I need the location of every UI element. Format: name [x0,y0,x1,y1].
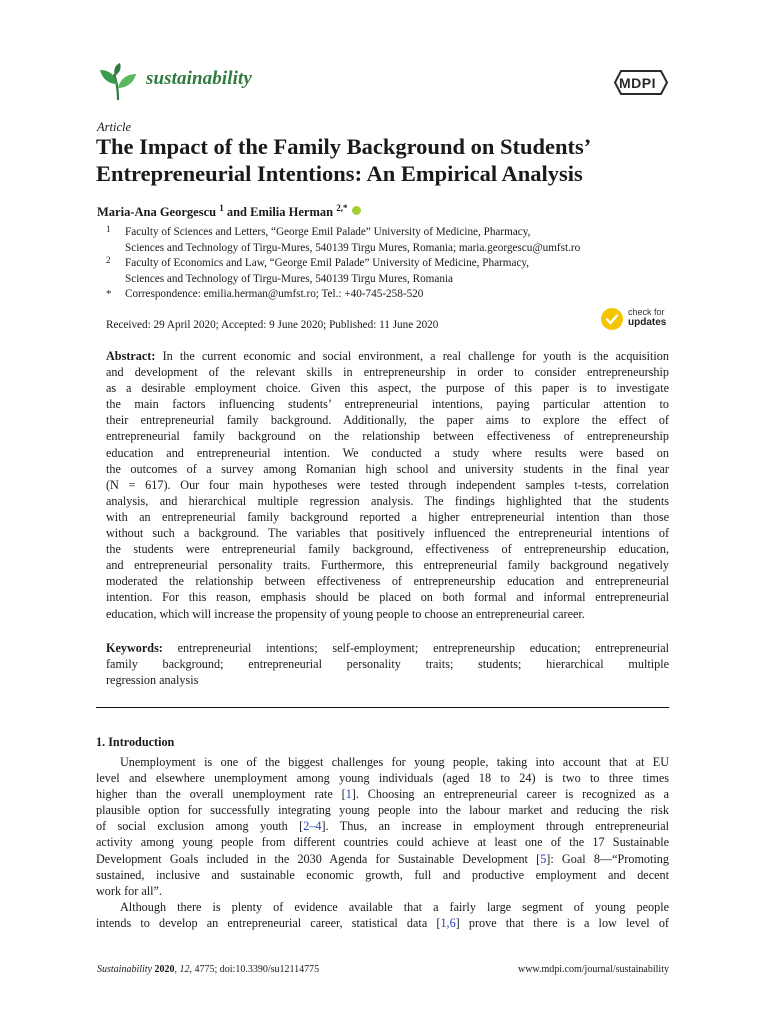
paragraph-text: plausible option for successfully integrating young people into the labour market and reducing the risk [96,803,669,818]
journal-leaf-logo-icon [96,62,140,102]
paragraph-text: Development Goals included in the 2030 Agenda for Sustainable Development [ [96,851,541,866]
affiliation-mark: * [106,288,112,300]
paragraph-line [96,915,669,931]
publication-dates: Received: 29 April 2020; Accepted: 9 June 2020; Published: 11 June 2020 [106,319,439,331]
paragraph-line [96,899,669,915]
abstract-line [106,493,669,509]
paragraph-line [96,802,669,818]
abstract-line [106,589,669,605]
keywords [106,640,669,688]
abstract-text: their entrepreneurial family background. Additionally, the paper aims to explore the effect of [106,413,669,428]
section-heading: 1. Introduction [96,735,175,749]
paragraph-text: Unemployment is one of the biggest challenges for young people, taking into account that at EU [120,755,669,769]
abstract-text: the main factors influencing students’ entrepreneurial intentions, paying particular attention to [106,397,669,412]
abstract-line [106,445,669,461]
abstract-text: intention. For this reason, emphasis should be placed on both formal and informal entrepreneurial [106,590,669,605]
paragraph-line [96,834,669,850]
abstract-text: the outcomes of a survey among Romanian high school and university students in the final year [106,461,669,476]
paragraph-text: level and elsewhere unemployment among young individuals (aged 18 to 24) is two to three times [96,771,669,786]
abstract-line [106,412,669,428]
paper-title [96,133,676,187]
affiliation-line [106,272,666,288]
paragraph-text: sustained, inclusive and sustainable economic growth, full and productive employment and decent [96,867,669,882]
paragraph-line [96,786,669,802]
author-affiliation-mark: 2,* [336,203,348,213]
affiliation-text: Correspondence: emilia.herman@umfst.ro; Tel.: +40-745-258-520 [125,288,424,300]
keywords-line [106,640,669,656]
paragraph-text: activity among young people from different countries could achieve at least one of the 17 Sustainable [96,835,669,850]
affiliation-text: Sciences and Technology of Tirgu-Mures, 540139 Tirgu Mures, Romania [125,272,453,285]
keywords-line [106,656,669,672]
abstract-text: and entrepreneurial personality traits. Furthermore, this entrepreneurial family background negatively [106,558,669,573]
abstract-text: and development of the relevant skills in entrepreneurship in order to consider entrepreneurship [106,365,669,380]
introduction-text [96,754,669,931]
affiliation-text: Faculty of Economics and Law, “George Emil Palade” University of Medicine, Pharmacy, [125,257,530,269]
paragraph-line [96,770,669,786]
abstract-text: In the current economic and social environment, a real challenge for youth is the acquisition [155,349,669,363]
paragraph-text: higher than the overall unemployment rate [ [96,787,346,802]
citation-link[interactable]: 1 [345,787,352,802]
author-name[interactable]: Maria-Ana Georgescu [97,205,217,219]
abstract-line [106,396,669,412]
check-for-updates-line1: check for [628,307,665,317]
abstract-text: with an entrepreneurial family background reported a higher entrepreneurial intention than those [106,509,669,524]
publisher-name: MDPI [619,75,656,91]
article-type-label: Article [97,120,132,134]
keywords-text: entrepreneurial intentions; self-employment; entrepreneurship education; entrepreneurial [162,641,669,655]
citation-footer: Sustainability 2020, 12, 4775; doi:10.3390/su12114775 [97,964,320,975]
abstract-line [106,509,669,525]
abstract-text: entrepreneurial family background on the relationship between effectiveness of entrepreneurship [106,429,669,444]
abstract-text: without such a background. The variables that positively influenced the entrepreneurial intentions of [106,526,669,541]
abstract-line [106,380,669,396]
abstract-line [106,461,669,477]
abstract-text: education, which will increase the propensity of young people to choose an entrepreneurial career. [106,606,585,621]
citation-link[interactable]: 5 [540,851,547,866]
paragraph-line [96,754,669,770]
footer-volume: 12 [179,964,190,975]
abstract-line [106,348,669,364]
abstract-text: education and entrepreneurial intention. We conducted a study where results were based on [106,445,669,460]
footer-year: 2020 [154,964,175,975]
abstract-line [106,525,669,541]
affiliation-line [106,287,666,303]
affiliation-mark: 1 [106,224,111,234]
abstract-text: the students were entrepreneurial family background, effectiveness of entrepreneurship education, [106,542,669,557]
author-connector: and [223,205,251,219]
paragraph-text: of social exclusion among youth [ [96,819,304,834]
affiliations [106,225,666,303]
journal-url-link[interactable]: www.mdpi.com/journal/sustainability [517,964,669,975]
section-divider [96,707,669,708]
abstract-line [106,573,669,589]
abstract-text: moderated the relationship between effectiveness of entrepreneurship education and entrepreneurial [106,574,669,589]
abstract-line [106,606,669,622]
footer-journal: Sustainability [97,964,152,975]
abstract-line [106,477,669,493]
affiliation-text: Sciences and Technology of Tirgu-Mures, 540139 Tirgu Mures, Romania; maria.georgescu@umfst.ro [125,241,581,254]
paragraph-text: Although there is plenty of evidence available that a fairly large segment of young people [120,899,669,914]
keywords-line [106,672,669,688]
author-list [97,203,361,220]
paragraph-text: ] prove that there is a low level of [455,915,669,930]
paragraph-line [96,818,669,834]
paragraph-text: intends to develop an entrepreneurial career, statistical data [ [96,915,441,930]
abstract-line [106,557,669,573]
title-line: The Impact of the Family Background on Students’ [96,134,592,159]
abstract-line [106,541,669,557]
orcid-icon[interactable] [352,206,361,215]
author-name[interactable]: Emilia Herman [250,205,334,219]
keywords-text: regression analysis [106,673,199,688]
abstract-text: as a desirable employment choice. Given this aspect, the purpose of this paper is to investigate [106,381,669,396]
abstract-line [106,364,669,380]
affiliation-mark: 2 [106,255,111,265]
citation-link[interactable]: 2–4 [303,819,322,834]
abstract-text: (N = 617). Our four main hypotheses were tested through independent samples t-tests, correlation [106,477,669,492]
citation-link[interactable]: 1,6 [440,915,456,930]
affiliation-line [106,241,666,257]
title-line: Entrepreneurial Intentions: An Empirical Analysis [96,161,583,186]
check-for-updates-line2: updates [628,316,667,328]
abstract [106,348,669,622]
author-affiliation-mark: 1 [219,203,224,213]
check-for-updates-label[interactable] [628,308,666,327]
paragraph-line [96,851,669,867]
paragraph-line [96,883,669,899]
abstract-line [106,428,669,444]
keywords-label: Keywords: [106,641,163,655]
check-for-updates-icon[interactable] [600,307,624,331]
paragraph-text: ]. Choosing an entrepreneurial career is recognized as a [351,787,670,802]
journal-name[interactable]: sustainability [146,68,252,89]
paragraph-text: ]. Thus, an increase in employment through entrepreneurial [321,819,670,834]
footer-doi[interactable]: , 4775; doi:10.3390/su12114775 [189,964,320,975]
abstract-text: analysis, and hierarchical multiple regression analysis. The findings highlighted that the students [106,493,669,508]
affiliation-line [106,256,666,272]
abstract-label: Abstract: [106,349,156,363]
affiliation-line [106,225,666,241]
paragraph-text: work for all”. [96,883,162,898]
paragraph-text: ]: Goal 8—“Promoting [546,851,669,866]
keywords-text: family background; entrepreneurial personality traits; students; hierarchical multiple [106,657,669,672]
paragraph-line [96,867,669,883]
affiliation-text: Faculty of Sciences and Letters, “George Emil Palade” University of Medicine, Pharmacy, [125,226,531,238]
